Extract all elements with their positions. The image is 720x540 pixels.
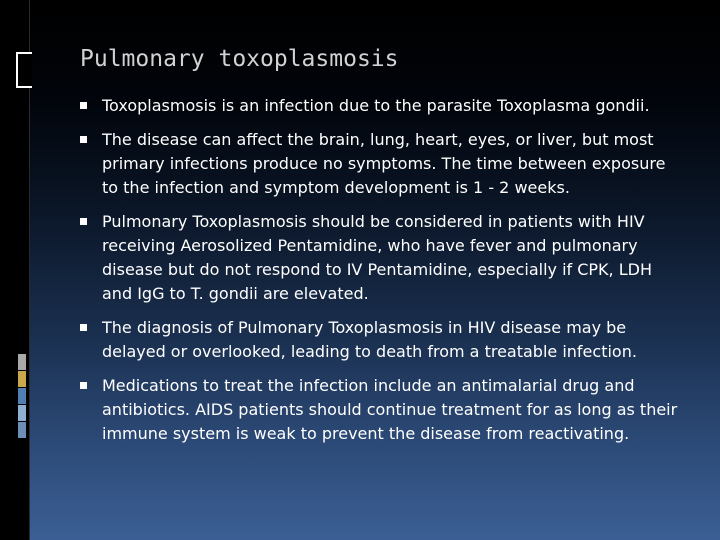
accent-strip (18, 422, 26, 438)
accent-strip (18, 354, 26, 370)
square-bullet-icon (80, 324, 87, 331)
title-accent-block (16, 52, 32, 88)
square-bullet-icon (80, 102, 87, 109)
bullet-item (80, 210, 680, 306)
bullet-item (80, 128, 680, 200)
bullet-text: The diagnosis of Pulmonary Toxoplasmosis in HIV disease may be delayed or overlooked, leading to death from a treatable infection. (102, 318, 637, 361)
square-bullet-icon (80, 136, 87, 143)
bullet-text: The disease can affect the brain, lung, heart, eyes, or liver, but most primary infections produce no symptoms. The time between exposure to the infection and symptom development is 1 - 2 weeks. (102, 130, 666, 197)
bullet-text: Medications to treat the infection include an antimalarial drug and antibiotics. AIDS patients should continue treatment for as long as their immune system is weak to prevent the disease from reactivating. (102, 376, 678, 443)
square-bullet-icon (80, 218, 87, 225)
bullet-item (80, 94, 680, 118)
square-bullet-icon (80, 382, 87, 389)
bullet-list (80, 94, 680, 456)
accent-strip (18, 405, 26, 421)
accent-strip (18, 371, 26, 387)
slide-title: Pulmonary toxoplasmosis (80, 46, 399, 72)
bullet-text: Toxoplasmosis is an infection due to the parasite Toxoplasma gondii. (102, 96, 650, 115)
bullet-item (80, 374, 680, 446)
accent-strip (18, 388, 26, 404)
bullet-text: Pulmonary Toxoplasmosis should be considered in patients with HIV receiving Aerosolized Pentamidine, who have fever and pulmonary disease but do not respond to IV Pentamidine, especially if CPK, LDH and IgG to T. gondii are elevated. (102, 212, 652, 303)
bullet-item (80, 316, 680, 364)
